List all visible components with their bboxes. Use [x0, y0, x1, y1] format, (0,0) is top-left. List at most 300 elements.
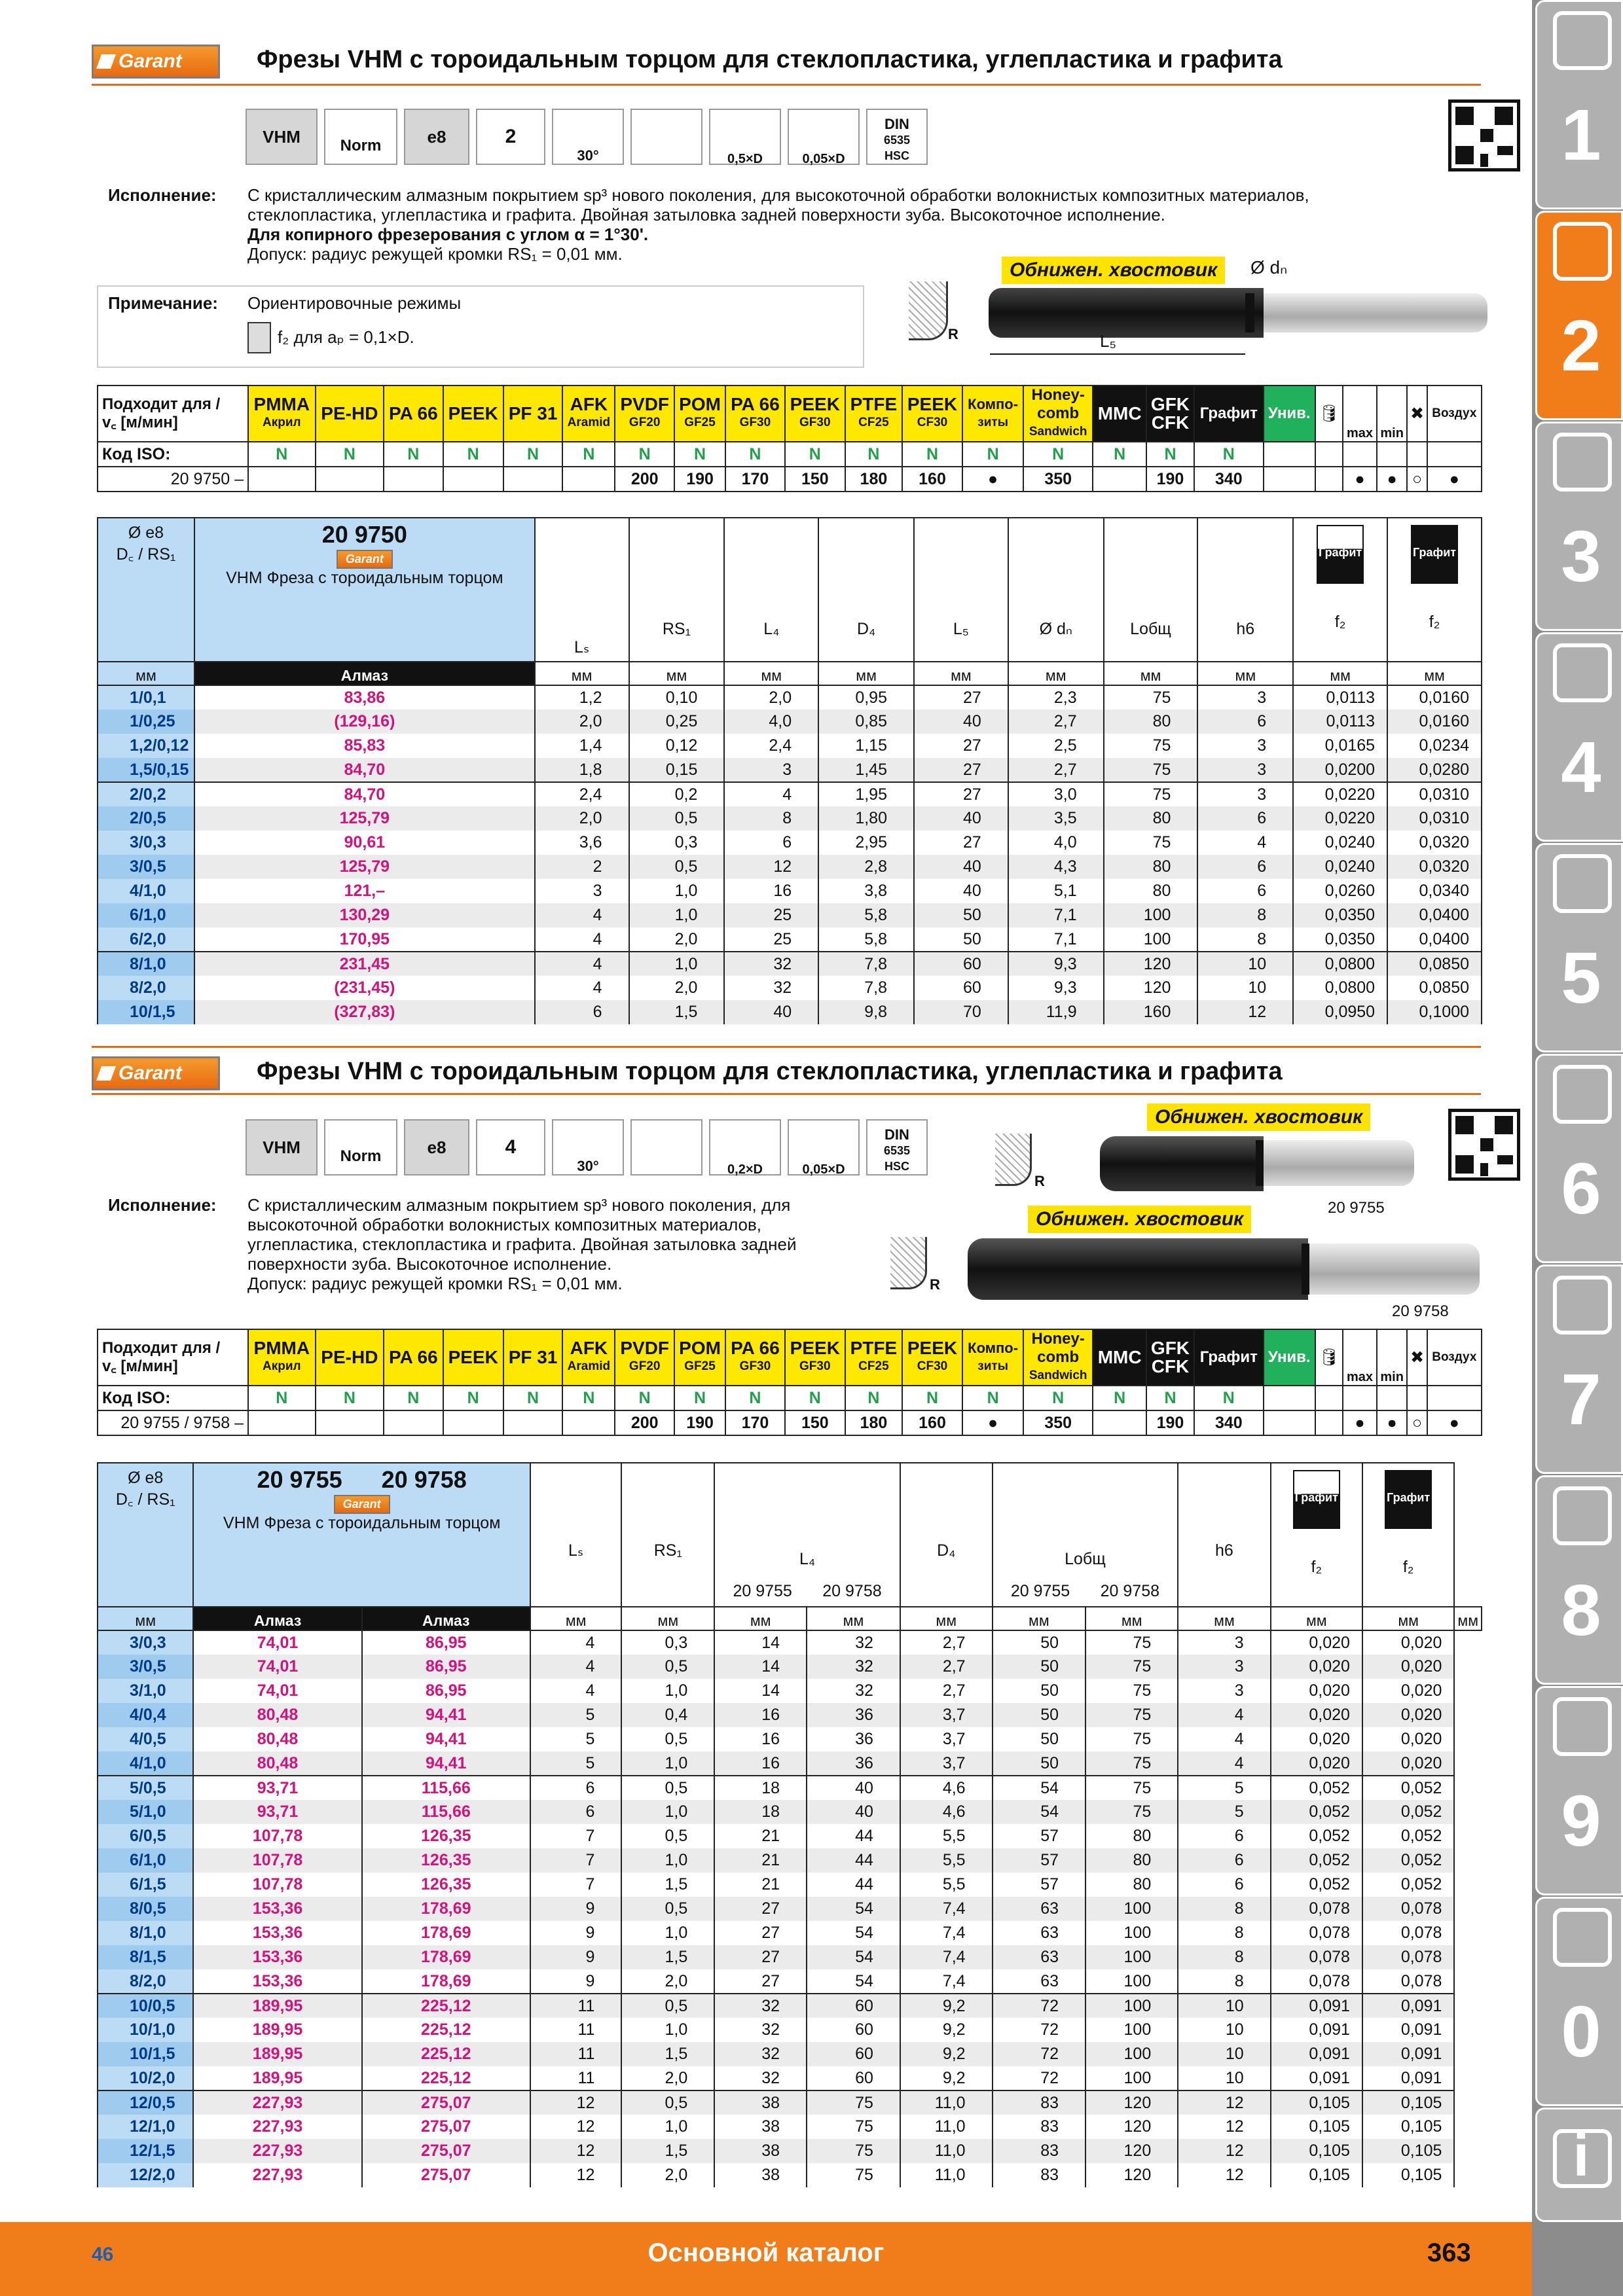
size-cell: 3/0,5: [98, 1655, 193, 1679]
value-cell: 0,1000: [1387, 1000, 1482, 1024]
mat-gfk: GFK CFK: [1146, 386, 1194, 442]
sidebar-tab-6[interactable]: [1535, 1054, 1623, 1263]
price-cell[interactable]: 94,41: [362, 1703, 530, 1727]
value-cell: 0,85: [818, 709, 914, 734]
corner-radius-label: R: [930, 1276, 940, 1293]
price-cell[interactable]: 86,95: [362, 1630, 530, 1655]
price-cell[interactable]: 86,95: [362, 1679, 530, 1703]
iso-cell: N: [248, 1386, 316, 1410]
value-cell: 100: [1085, 1969, 1178, 1994]
iso-cell: N: [1023, 442, 1093, 467]
price-cell[interactable]: 153,36: [193, 1897, 361, 1921]
value-cell: 0,0400: [1387, 927, 1482, 952]
table-row: [98, 976, 1482, 1000]
value-cell: 1,5: [621, 2139, 714, 2163]
value-cell: 0,0400: [1387, 903, 1482, 927]
price-cell[interactable]: 83,86: [194, 685, 535, 709]
value-cell: 75: [1085, 1751, 1178, 1776]
value-cell: 0,0350: [1293, 903, 1387, 927]
value-cell: 1,0: [629, 952, 725, 976]
value-cell: 60: [807, 1994, 900, 2018]
size-cell: 3/0,3: [98, 1630, 193, 1655]
iso-cell: N: [615, 442, 674, 467]
value-cell: 14: [714, 1630, 807, 1655]
unit-cell: мм: [724, 662, 818, 685]
value-cell: 7,8: [818, 976, 914, 1000]
price-cell[interactable]: 90,61: [194, 831, 535, 855]
value-cell: 27: [914, 685, 1008, 709]
price-cell[interactable]: 125,79: [194, 806, 535, 831]
value-cell: 1,0: [621, 1751, 714, 1776]
chapter-icon: [1553, 1486, 1612, 1545]
tool-code-1: 20 9755: [1328, 1199, 1385, 1217]
price-cell[interactable]: 227,93: [193, 2139, 361, 2163]
corner-radius-icon: [890, 1237, 927, 1289]
execution-line-3: Для копирного фрезерования с углом α = 1°30'.: [247, 224, 649, 244]
value-cell: 40: [914, 709, 1008, 734]
value-cell: 8: [1178, 1945, 1270, 1969]
price-cell[interactable]: 170,95: [194, 927, 535, 952]
cool-cell: ●: [1343, 467, 1377, 492]
sidebar-tab-0[interactable]: [1535, 1897, 1623, 2106]
iso-cell: N: [785, 1386, 845, 1410]
value-cell: 0,0850: [1387, 952, 1482, 976]
value-cell: 0,0200: [1293, 758, 1387, 782]
price-cell[interactable]: 125,79: [194, 855, 535, 879]
value-cell: 16: [714, 1751, 807, 1776]
value-cell: 0,0220: [1293, 782, 1387, 806]
value-cell: 100: [1085, 2066, 1178, 2090]
value-cell: 70: [914, 1000, 1008, 1024]
price-cell[interactable]: 189,95: [193, 2066, 361, 2090]
value-cell: 1,5: [621, 2042, 714, 2066]
value-cell: 0,091: [1271, 2042, 1362, 2066]
value-cell: 9,2: [900, 2066, 993, 2090]
value-cell: 0,5: [621, 1727, 714, 1751]
price-cell[interactable]: 275,07: [362, 2163, 530, 2187]
value-cell: 1,0: [621, 1679, 714, 1703]
col-ltotal: Lобщ: [1104, 518, 1198, 662]
iso-cell: N: [1023, 1386, 1093, 1410]
l5-dimension-line: [990, 353, 1245, 355]
value-cell: 3: [1178, 1655, 1270, 1679]
price-cell[interactable]: 126,35: [362, 1848, 530, 1873]
product-table-2: [97, 1462, 1482, 2187]
chapter-number: 0: [1561, 1992, 1601, 2072]
value-cell: 9: [530, 1969, 622, 1994]
mat-peek-gf30: PEEK GF30: [785, 386, 845, 442]
price-cell[interactable]: (231,45): [194, 976, 535, 1000]
value-cell: 75: [1085, 1679, 1178, 1703]
value-cell: 75: [1104, 734, 1198, 758]
price-cell[interactable]: 153,36: [193, 1945, 361, 1969]
value-cell: 72: [993, 2066, 1085, 2090]
value-cell: 2,4: [535, 782, 629, 806]
value-cell: 27: [714, 1969, 807, 1994]
value-cell: 120: [1085, 2115, 1178, 2139]
size-cell: 12/2,0: [98, 2163, 193, 2187]
value-cell: 54: [807, 1921, 900, 1945]
value-cell: 2,0: [621, 2066, 714, 2090]
value-cell: 50: [993, 1727, 1085, 1751]
price-cell[interactable]: 80,48: [193, 1751, 361, 1776]
value-cell: 21: [714, 1848, 807, 1873]
chapter-number: i: [1573, 2123, 1590, 2189]
cool-cell: ○: [1407, 1410, 1427, 1435]
value-cell: 1,0: [621, 1800, 714, 1824]
value-cell: 32: [724, 976, 818, 1000]
value-cell: 83: [993, 2163, 1085, 2187]
table-row: [98, 927, 1482, 952]
size-cell: 1,5/0,15: [98, 758, 194, 782]
value-cell: 8: [1178, 1921, 1270, 1945]
value-cell: 4: [530, 1679, 622, 1703]
value-cell: 4: [535, 927, 629, 952]
value-cell: 4: [1178, 1727, 1270, 1751]
value-cell: 11: [530, 2018, 622, 2042]
value-cell: 6: [724, 831, 818, 855]
value-cell: 9,3: [1008, 952, 1104, 976]
value-cell: 3,8: [818, 879, 914, 903]
price-cell[interactable]: 225,12: [362, 1994, 530, 2018]
mat-composites: Компо- зиты: [962, 386, 1023, 442]
value-cell: 2,4: [724, 734, 818, 758]
vc-cell: 200: [615, 1410, 674, 1435]
value-cell: 100: [1085, 1994, 1178, 2018]
size-cell: 10/1,5: [98, 1000, 194, 1024]
vhm-icon: VHM: [246, 1119, 318, 1175]
air-label: Воздух: [1427, 386, 1482, 442]
price-cell[interactable]: 84,70: [194, 758, 535, 782]
vc-cell: 190: [674, 467, 725, 492]
value-cell: 4: [535, 903, 629, 927]
price-cell[interactable]: 107,78: [193, 1824, 361, 1848]
value-cell: 120: [1085, 2090, 1178, 2115]
value-cell: 21: [714, 1873, 807, 1897]
price-cell[interactable]: 225,12: [362, 2018, 530, 2042]
sidebar-tab-3[interactable]: [1535, 422, 1623, 631]
value-cell: 3: [1178, 1630, 1270, 1655]
value-cell: 12: [530, 2139, 622, 2163]
value-cell: 11: [530, 2042, 622, 2066]
price-cell[interactable]: 74,01: [193, 1679, 361, 1703]
coolant-min-icon: min: [1377, 1329, 1408, 1386]
value-cell: 63: [993, 1945, 1085, 1969]
execution-line-2: высокоточной обработки волокнистых композитных материалов,: [247, 1215, 762, 1234]
table-row: [98, 1630, 1482, 1655]
table-row: [98, 1897, 1482, 1921]
value-cell: 3: [1197, 734, 1293, 758]
price-cell[interactable]: 227,93: [193, 2090, 361, 2115]
price-cell[interactable]: 74,01: [193, 1630, 361, 1655]
cool-cell: ○: [1407, 467, 1427, 492]
value-cell: 11: [530, 1994, 622, 2018]
price-cell[interactable]: 178,69: [362, 1897, 530, 1921]
reduced-shank-tag-2: Обнижен. хвостовик: [1028, 1206, 1251, 1233]
value-cell: 4,0: [1008, 831, 1104, 855]
price-cell[interactable]: 107,78: [193, 1873, 361, 1897]
mat-peek-gf30: PEEK GF30: [785, 1329, 845, 1386]
value-cell: 7: [530, 1873, 622, 1897]
col-fz-graphite-1: Графит f₂: [1293, 518, 1387, 662]
price-cell[interactable]: 121,–: [194, 879, 535, 903]
sidebar-tab-7[interactable]: [1535, 1265, 1623, 1474]
unit-cell: мм: [621, 1607, 714, 1630]
value-cell: 9: [530, 1897, 622, 1921]
value-cell: 32: [807, 1655, 900, 1679]
table-row: [98, 2090, 1482, 2115]
value-cell: 6: [535, 1000, 629, 1024]
value-cell: 0,0800: [1293, 976, 1387, 1000]
vc-cell: 160: [902, 467, 962, 492]
value-cell: 25: [724, 903, 818, 927]
garant-logo-small: Garant: [337, 550, 393, 569]
price-cell[interactable]: 93,71: [193, 1800, 361, 1824]
execution-label: Исполнение:: [108, 1195, 217, 1215]
size-cell: 5/0,5: [98, 1776, 193, 1800]
value-cell: 75: [1104, 782, 1198, 806]
value-cell: 7: [530, 1824, 622, 1848]
value-cell: 2,8: [818, 855, 914, 879]
value-cell: 2,7: [900, 1655, 993, 1679]
sidebar-tab-4[interactable]: [1535, 632, 1623, 842]
value-cell: 50: [914, 903, 1008, 927]
value-cell: 120: [1104, 952, 1198, 976]
price-cell[interactable]: 80,48: [193, 1727, 361, 1751]
price-cell[interactable]: 115,66: [362, 1776, 530, 1800]
price-cell[interactable]: 189,95: [193, 2018, 361, 2042]
price-cell[interactable]: 85,83: [194, 734, 535, 758]
price-cell[interactable]: 178,69: [362, 1969, 530, 1994]
value-cell: 0,0350: [1293, 927, 1387, 952]
value-cell: 4: [530, 1655, 622, 1679]
col-d4: D₄: [818, 518, 914, 662]
mat-honeycomb: Honey- comb Sandwich: [1023, 1329, 1093, 1386]
price-cell[interactable]: 189,95: [193, 1994, 361, 2018]
price-cell[interactable]: 130,29: [194, 903, 535, 927]
value-cell: 54: [993, 1776, 1085, 1800]
iso-cell: N: [845, 1386, 902, 1410]
value-cell: 5: [530, 1703, 622, 1727]
value-cell: 0,0950: [1293, 1000, 1387, 1024]
sidebar-tab-1[interactable]: [1535, 0, 1623, 209]
price-cell[interactable]: 74,01: [193, 1655, 361, 1679]
value-cell: 80: [1104, 709, 1198, 734]
value-cell: 18: [714, 1776, 807, 1800]
price-cell[interactable]: 93,71: [193, 1776, 361, 1800]
value-cell: 80: [1085, 1873, 1178, 1897]
price-cell[interactable]: 275,07: [362, 2090, 530, 2115]
note-line-2: f₂ для aₚ = 0,1×D.: [278, 327, 414, 347]
size-cell: 10/1,0: [98, 2018, 193, 2042]
value-cell: 32: [807, 1679, 900, 1703]
value-cell: 3: [724, 758, 818, 782]
price-cell[interactable]: 178,69: [362, 1921, 530, 1945]
value-cell: 2,3: [1008, 685, 1104, 709]
value-cell: 7,4: [900, 1969, 993, 1994]
price-cell[interactable]: 126,35: [362, 1824, 530, 1848]
value-cell: 100: [1085, 1945, 1178, 1969]
value-cell: 10: [1178, 2042, 1270, 2066]
table-row: [98, 2066, 1482, 2090]
mat-composites: Компо- зиты: [962, 1329, 1023, 1386]
price-cell[interactable]: 227,93: [193, 2163, 361, 2187]
value-cell: 0,0240: [1293, 855, 1387, 879]
value-cell: 0,078: [1362, 1969, 1454, 1994]
value-cell: 5,5: [900, 1848, 993, 1873]
col-d4: D₄: [900, 1463, 993, 1607]
col-articles: 20 9755 20 9758 Garant VHM Фреза с тороидальным торцом: [193, 1463, 530, 1607]
material-table-1: [97, 385, 1482, 492]
chapter-number: 3: [1561, 516, 1601, 597]
vc-cell: 190: [1146, 1410, 1194, 1435]
suitable-for-label: Подходит для / v꜀ [м/мин]: [98, 1329, 248, 1386]
table-row: [98, 1776, 1482, 1800]
cool-cell: ●: [1427, 467, 1482, 492]
size-cell: 8/1,0: [98, 1921, 193, 1945]
unit-cell: мм: [1271, 1607, 1362, 1630]
price-cell[interactable]: 227,93: [193, 2115, 361, 2139]
din-icon: [866, 1119, 928, 1175]
flutes-icon: 4: [476, 1119, 545, 1175]
price-cell[interactable]: 275,07: [362, 2139, 530, 2163]
value-cell: 6: [1197, 879, 1293, 903]
price-cell[interactable]: (129,16): [194, 709, 535, 734]
value-cell: 12: [530, 2090, 622, 2115]
din-number: 6535: [883, 134, 911, 147]
value-cell: 2,0: [724, 685, 818, 709]
col-l5: L₅: [914, 518, 1008, 662]
size-cell: 6/0,5: [98, 1824, 193, 1848]
value-cell: 1,5: [629, 1000, 725, 1024]
unit-cell: мм: [900, 1607, 993, 1630]
value-cell: 2,7: [1008, 758, 1104, 782]
mat-pvdf: PVDF GF20: [615, 386, 674, 442]
price-cell[interactable]: 107,78: [193, 1848, 361, 1873]
value-cell: 9: [530, 1945, 622, 1969]
mat-pvdf: PVDF GF20: [615, 1329, 674, 1386]
value-cell: 1,2: [535, 685, 629, 709]
price-cell[interactable]: 178,69: [362, 1945, 530, 1969]
tool-code-2: 20 9758: [1392, 1302, 1449, 1320]
price-cell[interactable]: 153,36: [193, 1969, 361, 1994]
value-cell: 12: [1197, 1000, 1293, 1024]
value-cell: 0,0280: [1387, 758, 1482, 782]
mat-universal: Унив.: [1264, 1329, 1315, 1386]
value-cell: 0,0240: [1293, 831, 1387, 855]
price-cell[interactable]: 153,36: [193, 1921, 361, 1945]
price-cell[interactable]: 275,07: [362, 2115, 530, 2139]
norm-icon: Norm: [324, 1119, 397, 1175]
coating-almaz-2: Алмаз: [362, 1607, 530, 1630]
col-article: 20 9750 Garant VHM Фреза с тороидальным торцом: [194, 518, 535, 662]
vc-cell: 150: [785, 1410, 845, 1435]
ae-slot-icon: 0,2×D: [709, 1119, 781, 1175]
chapter-icon: [1553, 222, 1612, 281]
value-cell: 0,0113: [1293, 685, 1387, 709]
value-cell: 57: [993, 1824, 1085, 1848]
section-divider: [92, 1046, 1481, 1048]
value-cell: 75: [1104, 831, 1198, 855]
value-cell: 10: [1178, 2066, 1270, 2090]
price-cell[interactable]: 84,70: [194, 782, 535, 806]
sidebar-tab-8[interactable]: [1535, 1475, 1623, 1685]
mat-peek-cf30: PEEK CF30: [902, 386, 962, 442]
price-cell[interactable]: 94,41: [362, 1751, 530, 1776]
sidebar-tab-info[interactable]: [1535, 2108, 1623, 2222]
price-cell[interactable]: 225,12: [362, 2042, 530, 2066]
value-cell: 10: [1178, 1994, 1270, 2018]
value-cell: 8: [1197, 903, 1293, 927]
price-cell[interactable]: 231,45: [194, 952, 535, 976]
value-cell: 57: [993, 1873, 1085, 1897]
e8-icon: e8: [404, 109, 469, 165]
table-row: [98, 709, 1482, 734]
col-l4: L₄: [724, 518, 818, 662]
value-cell: 3,7: [900, 1727, 993, 1751]
mat-pmma: PMMA Акрил: [248, 386, 316, 442]
table-row: [98, 2042, 1482, 2066]
value-cell: 12: [724, 855, 818, 879]
sidebar-tab-9[interactable]: [1535, 1686, 1623, 1895]
price-cell[interactable]: 189,95: [193, 2042, 361, 2066]
value-cell: 27: [914, 734, 1008, 758]
unit-cell: мм: [1008, 662, 1104, 685]
table-row: [98, 903, 1482, 927]
unit-cell: мм: [1362, 1607, 1454, 1630]
value-cell: 5: [530, 1727, 622, 1751]
value-cell: 50: [993, 1630, 1085, 1655]
chapter-number: 1: [1561, 95, 1601, 175]
din-hsc: HSC: [884, 149, 909, 162]
value-cell: 12: [1178, 2115, 1270, 2139]
size-cell: 12/1,5: [98, 2139, 193, 2163]
norm-icon: Norm: [324, 109, 397, 165]
unit-cell: мм: [1454, 1607, 1482, 1630]
price-cell[interactable]: 80,48: [193, 1703, 361, 1727]
sidebar-tab-2[interactable]: [1535, 211, 1623, 420]
execution-line-1: С кристаллическим алмазным покрытием sp³ нового поколения, для: [247, 1195, 791, 1215]
value-cell: 0,0234: [1387, 734, 1482, 758]
value-cell: 0,0160: [1387, 709, 1482, 734]
price-cell[interactable]: (327,83): [194, 1000, 535, 1024]
price-cell[interactable]: 115,66: [362, 1800, 530, 1824]
corner-radius-icon: [995, 1134, 1032, 1186]
value-cell: 7,1: [1008, 903, 1104, 927]
vc-cell: ●: [962, 1410, 1023, 1435]
sidebar-tab-5[interactable]: [1535, 843, 1623, 1052]
size-cell: 8/2,0: [98, 1969, 193, 1994]
value-cell: 0,105: [1271, 2139, 1362, 2163]
price-cell[interactable]: 86,95: [362, 1655, 530, 1679]
value-cell: 5,1: [1008, 879, 1104, 903]
value-cell: 0,5: [629, 806, 725, 831]
mat-afk: AFK Aramid: [562, 1329, 615, 1386]
price-cell[interactable]: 225,12: [362, 2066, 530, 2090]
price-cell[interactable]: 126,35: [362, 1873, 530, 1897]
mat-pa66-gf30: PA 66 GF30: [725, 386, 785, 442]
price-cell[interactable]: 94,41: [362, 1727, 530, 1751]
value-cell: 0,078: [1271, 1945, 1362, 1969]
value-cell: 2,0: [621, 1969, 714, 1994]
iso-cell: N: [674, 442, 725, 467]
table-row: [98, 1824, 1482, 1848]
value-cell: 50: [993, 1703, 1085, 1727]
value-cell: 75: [807, 2115, 900, 2139]
value-cell: 72: [993, 2018, 1085, 2042]
vc-cell: 200: [615, 467, 674, 492]
iso-cell: N: [316, 442, 384, 467]
